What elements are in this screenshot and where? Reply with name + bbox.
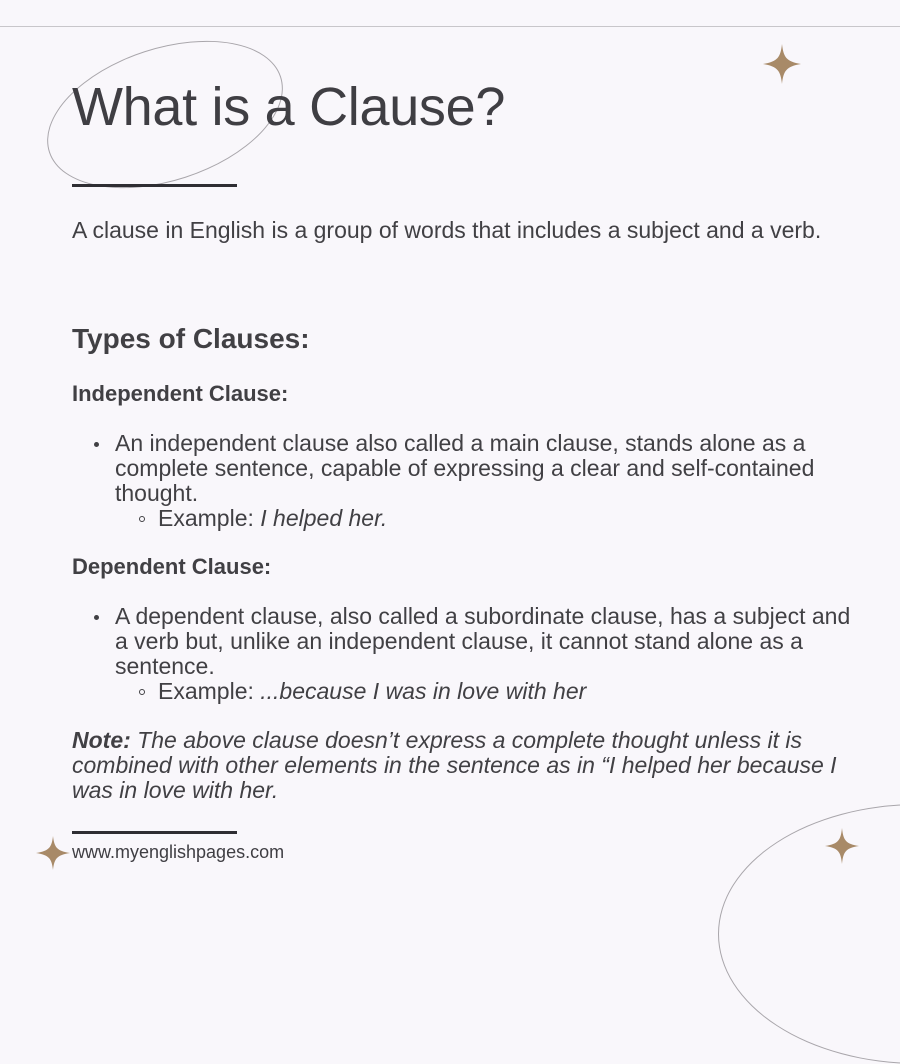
title-underline [72,184,237,187]
example-label: Example: [158,678,261,704]
dependent-description: A dependent clause, also called a subordinate clause, has a subject and a verb but, unlike an independent clause, it cannot stand alone as a sentence. [115,603,851,679]
intro-paragraph: A clause in English is a group of words that includes a subject and a verb. [72,217,822,243]
note-text: The above clause doesn’t express a complete thought unless it is combined with other elements in the sentence as in “I helped her because I was in love with her. [72,727,837,803]
website-url: www.myenglishpages.com [72,842,285,862]
dependent-clause-list [72,604,852,704]
independent-clause-heading: Independent Clause: [72,381,289,406]
types-heading: Types of Clauses: [72,323,310,354]
circle-bullet-icon [139,516,145,522]
list-item [72,506,852,531]
bullet-icon [94,615,99,620]
bullet-icon [94,442,99,447]
sparkle-icon [825,828,859,864]
sparkle-icon [36,836,70,870]
top-divider [0,26,900,27]
dependent-clause-heading: Dependent Clause: [72,554,272,579]
list-item [72,604,852,679]
page-title: What is a Clause? [72,77,506,137]
note-paragraph [72,728,862,803]
dependent-example: ...because I was in love with her [260,678,587,704]
corner-arc-decoration [718,804,900,1064]
sparkle-icon [763,44,801,84]
list-item [72,679,852,704]
independent-description: An independent clause also called a main clause, stands alone as a complete sentence, capable of expressing a clear and self-contained thought. [115,430,815,506]
note-label: Note: [72,727,131,753]
footer-underline [72,831,237,834]
list-item [72,431,852,506]
circle-bullet-icon [139,689,145,695]
independent-clause-list [72,431,852,531]
example-label: Example: [158,505,261,531]
independent-example: I helped her. [260,505,388,531]
